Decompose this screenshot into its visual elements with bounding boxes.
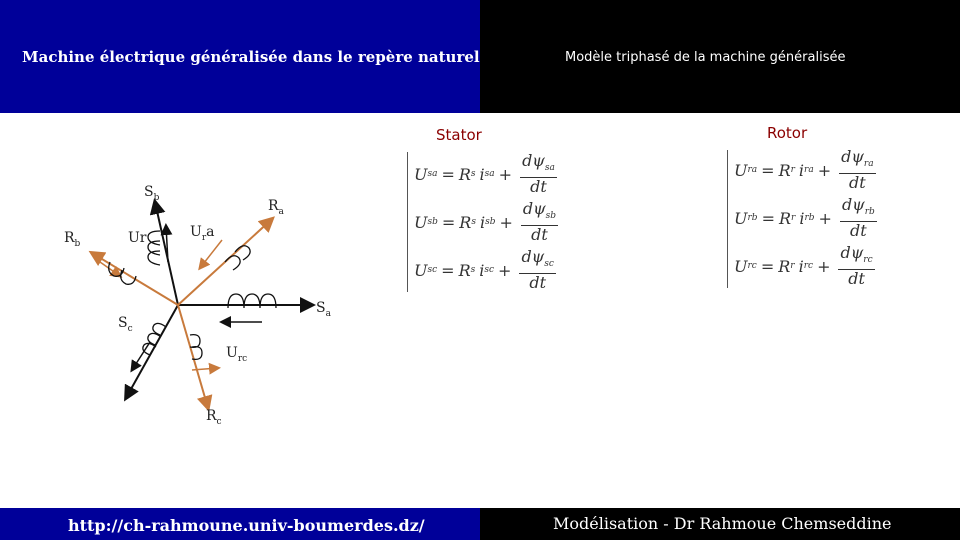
coil-stator-b — [148, 231, 160, 265]
equation-row: U sb = R s i sb + $\frac{d\psi_{sb}}{dt}$ — [414, 199, 557, 245]
rotor-equation-system — [720, 146, 890, 292]
voltage-arrow-ra — [200, 240, 222, 268]
rotor-axis-c — [178, 305, 208, 408]
label-ura: $U_ra$ — [190, 224, 215, 243]
equation-row: U ra = R r i ra + $\frac{d\psi_{ra}}{dt}$ — [734, 147, 874, 193]
label-ra: $R_a$ — [268, 198, 284, 217]
stator-axis-c — [126, 305, 178, 398]
label-sc: $S_c$ — [118, 315, 133, 334]
footer-url-link[interactable]: http://ch-rahmoune.univ-boumerdes.dz/ — [68, 516, 425, 535]
voltage-arrow-sc — [132, 342, 150, 370]
label-sa: $S_a$ — [316, 300, 331, 319]
rotor-label: Rotor — [767, 124, 808, 142]
label-urb: Ur — [128, 230, 147, 246]
coil-stator-c — [143, 323, 166, 355]
stator-equation-system — [400, 148, 560, 296]
equation-row: U sc = R s i sc + $\frac{d\psi_{sc}}{dt}$ — [414, 247, 554, 293]
equation-row: U sa = R s i sa + $\frac{d\psi_{sa}}{dt}$ — [414, 151, 555, 197]
rotor-brace — [727, 150, 728, 288]
equation-row: U rc = R r i rc + $\frac{d\psi_{rc}}{dt}$ — [734, 243, 873, 289]
label-urc: $U_{rc}$ — [226, 345, 248, 364]
stator-label: Stator — [436, 126, 482, 144]
label-rc: $R_c$ — [206, 408, 222, 427]
label-rb: $R_b$ — [64, 230, 81, 249]
stator-axis-b — [155, 202, 178, 305]
equation-row: U rb = R r i rb + $\frac{d\psi_{rb}}{dt}$ — [734, 195, 875, 241]
stator-brace — [407, 152, 408, 292]
footer-credit: Modélisation - Dr Rahmoue Chemseddine — [553, 514, 892, 533]
label-sb: $S_b$ — [144, 184, 160, 203]
coil-rotor-a — [225, 246, 250, 270]
slide-title-right: Modèle triphasé de la machine généralisée — [565, 50, 846, 65]
slide-title-left: Machine électrique généralisée dans le repère naturel — [22, 48, 480, 66]
